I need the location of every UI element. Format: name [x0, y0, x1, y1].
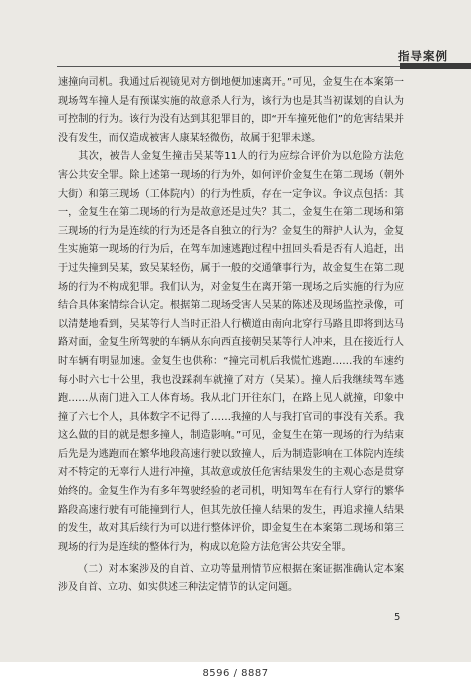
paragraph-second-point: 其次，被告人金复生撞击吴某等11人的行为应综合评价为以危险方法危害公共安全罪。除上述第一现场的行为外，如何评价金复生在第二现场（朝外大街）和第三现场（工体院内）的行为性质，存在一定争议。争议点包括：其一，金复生在第二现场的行为是故意还是过失？其二，金复生在第二现场和第三现场的行为是连续的行为还是各自独立的行为？金复生的辩护人认为，金复生实施第一现场的行为后，在驾车加速逃跑过程中扭回头看是否有人追赶，出于过失撞到吴某，致吴某轻伤，属于一般的交通肇事行为，故金复生在第二现场的行为不构成犯罪。我们认为，对金复生在离开第一现场之后实施的行为应结合具体案情综合认定。根据第二现场受害人吴某的陈述及现场监控录像，可以清楚地看到，吴某等行人当时正沿人行横道由南向北穿行马路且即将到达马路对面，金复生所驾驶的车辆从东向西直接朝吴某等行人冲来，且在接近行人时车辆有明显加速。金复生也供称：“撞完司机后我慌忙逃跑……我的车速约每小时六七十公里，我也没踩刹车就撞了对方（吴某）。撞人后我继续驾车逃跑……从南门进入工人体育场。我从北门开往东门，在路上见人就撞，印象中撞了六七个人，具体数字不记得了……我撞的人与我打官司的事没有关系。我这么做的目的就是想多撞人，制造影响。”可见，金复生在第一现场的行为结束后先是为逃跑而在繁华地段高速行驶以致撞人，后为制造影响在工体院内连续对不特定的无辜行人进行冲撞，其故意或放任危害结果发生的主观心态是贯穿始终的。金复生作为有多年驾驶经验的老司机，明知驾车在有行人穿行的繁华路段高速行驶有可能撞到行人，但其先放任撞人结果的发生，再追求撞人结果的发生，故对其后续行为可以进行整体评价，即金复生在本案第二现场和第三现场的行为是连续的整体行为，构成以危险方法危害公共安全罪。: [58, 151, 404, 553]
page-counter: 8596 / 8887: [202, 668, 269, 679]
section-header-label: 指导案例: [398, 49, 448, 63]
page-number: 5: [394, 612, 401, 623]
header-rule: [57, 66, 405, 67]
paragraph-continuation: 速撞向司机。我通过后视镜见对方倒地便加速离开。”可见，金复生在本案第一现场驾车撞人是有预谋实施的故意杀人行为，该行为也是其当初谋划的自认为可控制的行为。该行为没有达到其犯罪目的，即“开车撞死他们”的危害结果并没有发生，而仅造成被害人康某轻微伤，故属于犯罪未遂。: [58, 77, 404, 144]
header-dark-band: [400, 63, 471, 69]
viewer-footer: [0, 662, 471, 692]
body-text: [58, 74, 404, 597]
section-heading-sentencing: （二）对本案涉及的自首、立功等量刑情节应根据在案证据准确认定本案涉及自首、立功、如实供述三种法定情节的认定问题。: [58, 564, 404, 594]
